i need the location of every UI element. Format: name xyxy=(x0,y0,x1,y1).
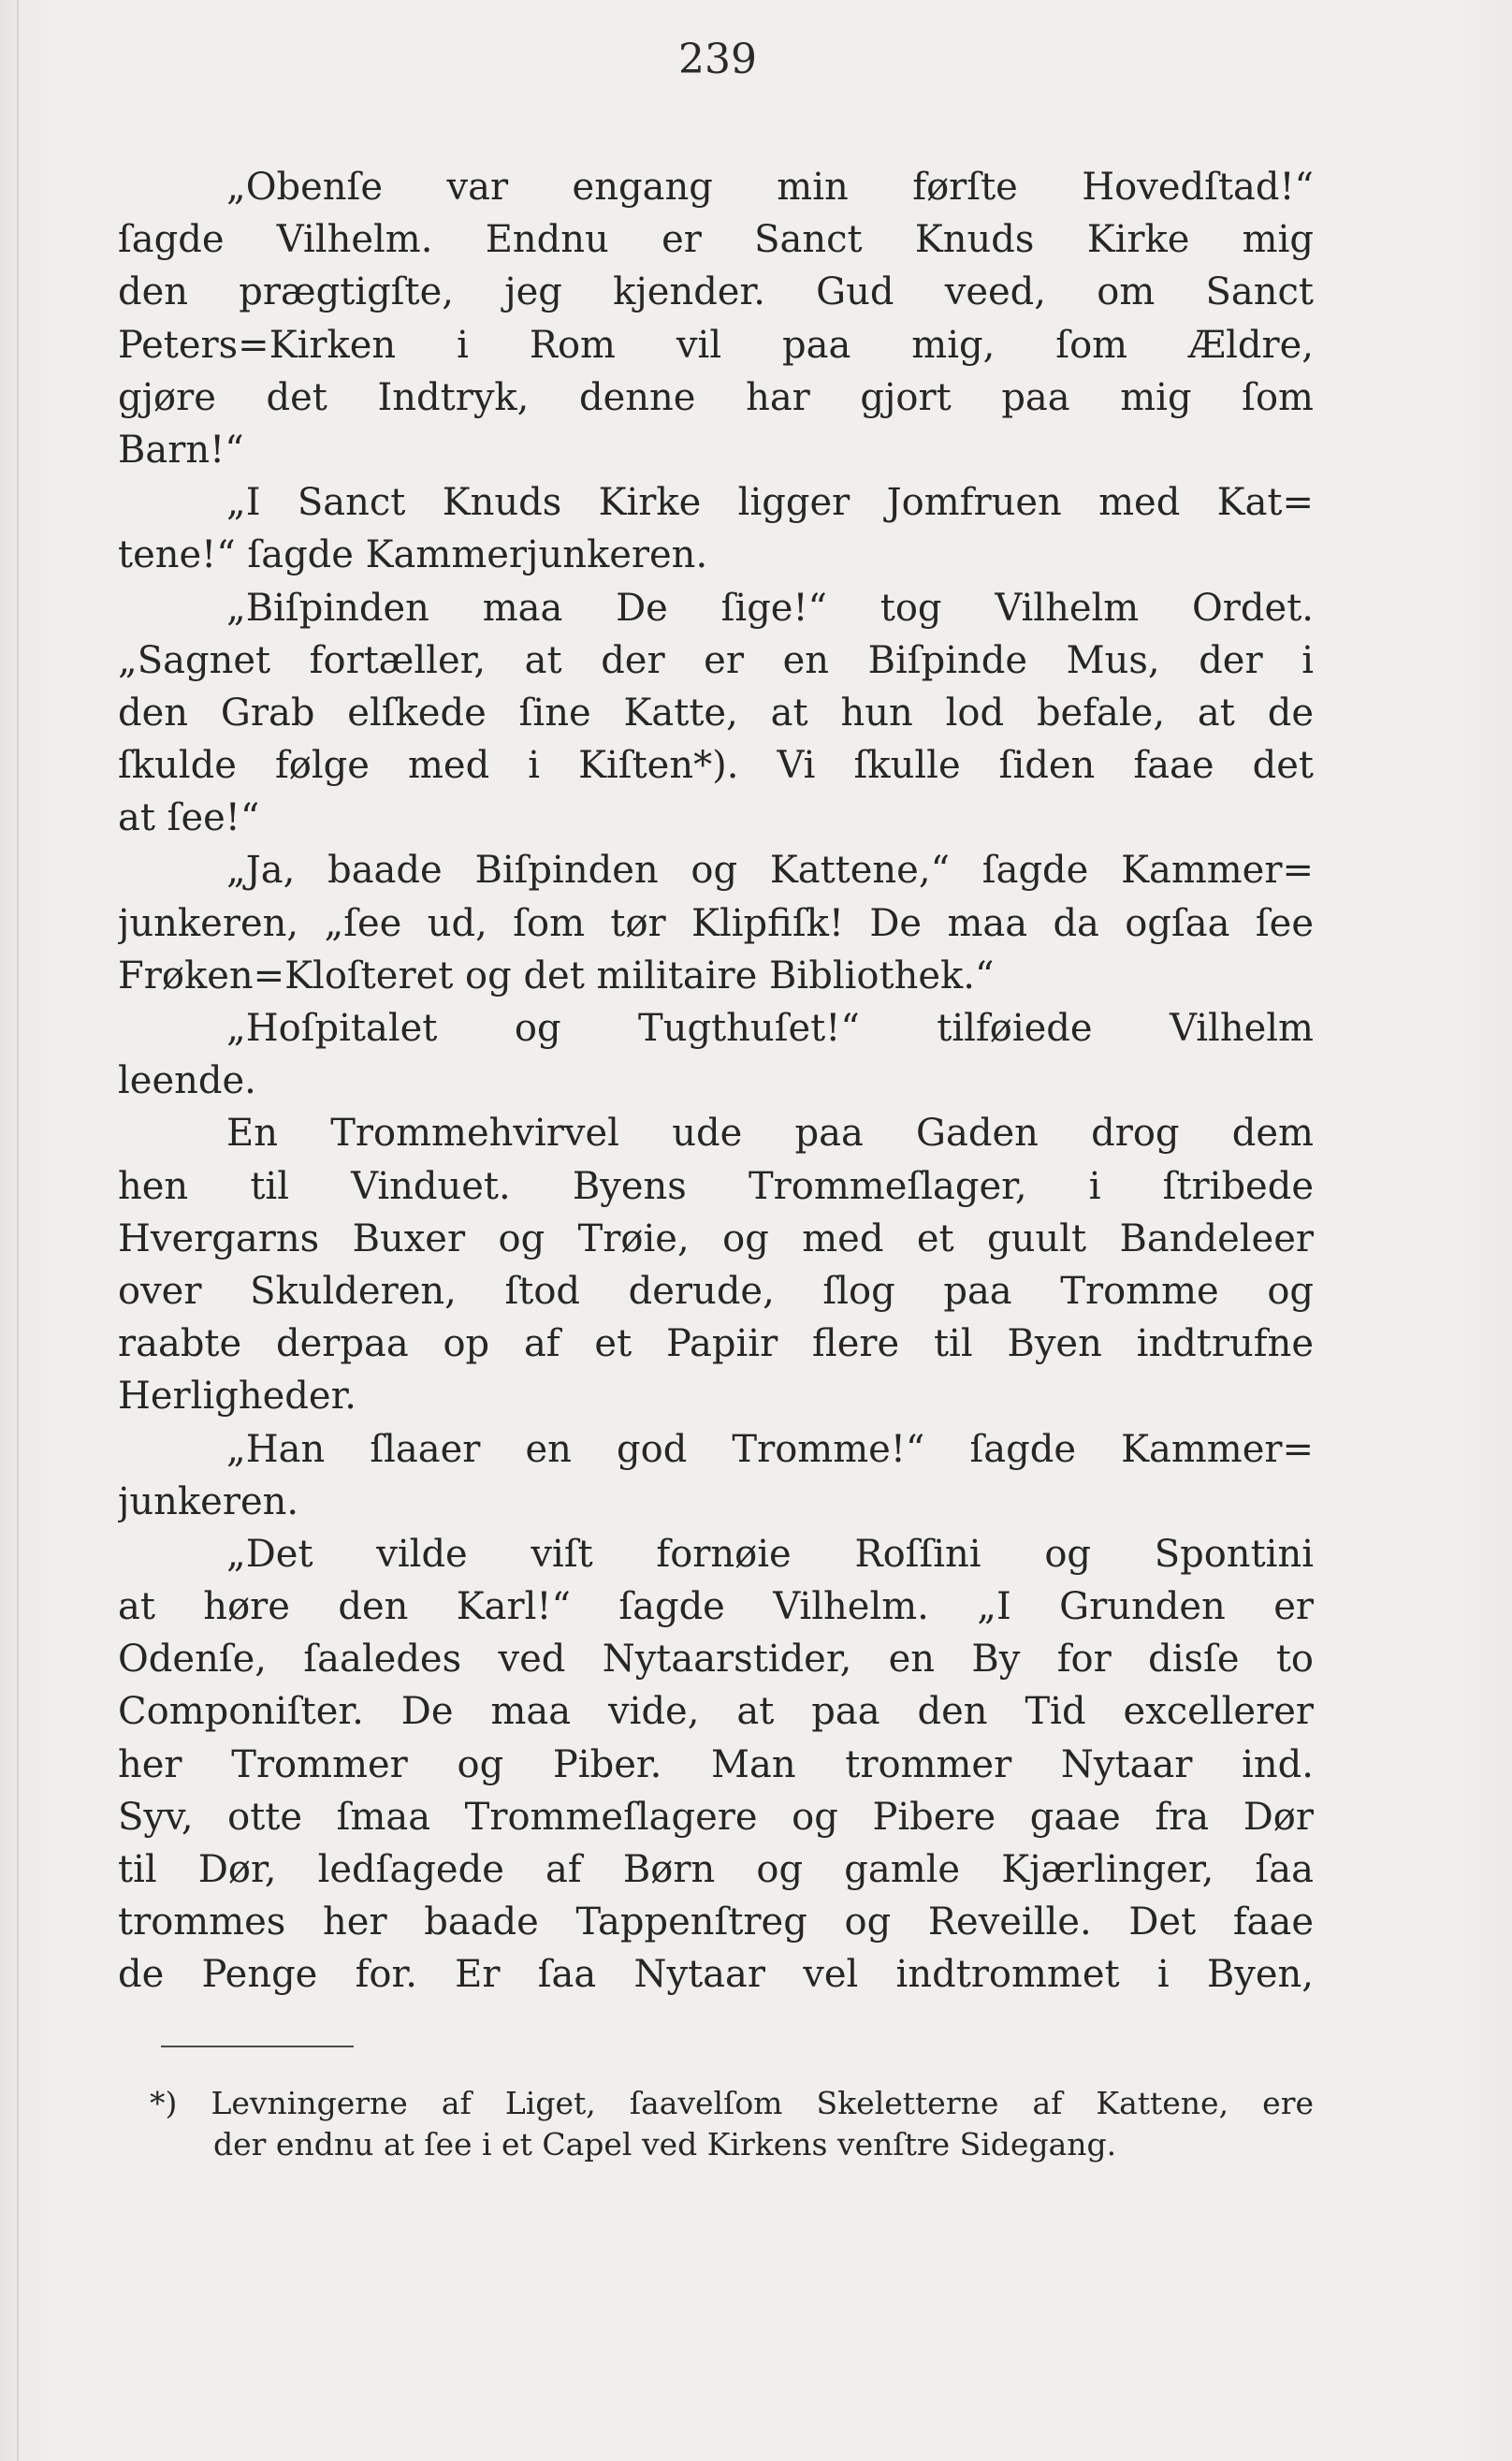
text-line: trommes her baade Tappenſtreg og Reveille. Det faae xyxy=(118,1900,1314,1944)
text-line: Odenſe, ſaaledes ved Nytaarstider, en By for disſe to xyxy=(118,1638,1314,1682)
text-line: „I Sanct Knuds Kirke ligger Jomfruen med Kat= xyxy=(226,481,1314,525)
text-line: Herligheder. xyxy=(118,1375,357,1419)
text-line: leende. xyxy=(118,1059,256,1103)
text-line: de Penge for. Er ſaa Nytaar vel indtrommet i Byen, xyxy=(118,1953,1314,1997)
main-text-block xyxy=(118,161,1314,2002)
text-line: Barn!“ xyxy=(118,428,244,472)
text-line: til Dør, ledſagede af Børn og gamle Kjærlinger, ſaa xyxy=(118,1848,1314,1891)
text-line: den prægtigſte, jeg kjender. Gud veed, om Sanct xyxy=(118,270,1314,314)
page-number: 239 xyxy=(678,36,757,83)
text-line: En Trommehvirvel ude paa Gaden drog dem xyxy=(226,1112,1314,1156)
text-line: „Han ſlaaer en god Tromme!“ ſagde Kammer= xyxy=(226,1427,1314,1471)
text-line: her Trommer og Piber. Man trommer Nytaar ind. xyxy=(118,1742,1314,1786)
footnote-line: der endnu at ſee i et Capel ved Kirkens venſtre Sidegang. xyxy=(213,2126,1117,2162)
text-line: den Grab elſkede ſine Katte, at hun lod befale, at de xyxy=(118,691,1314,735)
text-line: Frøken=Kloſteret og det militaire Bibliothek.“ xyxy=(118,954,995,998)
text-line: at høre den Karl!“ ſagde Vilhelm. „I Grunden er xyxy=(118,1585,1314,1629)
text-line: Peters=Kirken i Rom vil paa mig, ſom Ældre, xyxy=(118,323,1314,367)
text-line: Syv, otte ſmaa Trommeſlagere og Pibere gaae fra Dør xyxy=(118,1795,1314,1839)
text-line: Componiſter. De maa vide, at paa den Tid excellerer xyxy=(118,1690,1314,1734)
text-line: „Det vilde viſt fornøie Roſſini og Spontini xyxy=(226,1532,1314,1576)
footnote xyxy=(150,2083,1314,2165)
footnote-divider xyxy=(161,2046,354,2047)
text-line: Hvergarns Buxer og Trøie, og med et guult Bandeleer xyxy=(118,1216,1314,1260)
footnote-line: *) Levningerne af Liget, ſaavelſom Skeletterne af Kattene, ere xyxy=(150,2085,1314,2121)
text-line: raabte derpaa op af et Papiir flere til Byen indtrufne xyxy=(118,1322,1314,1366)
text-line: gjøre det Indtryk, denne har gjort paa mig ſom xyxy=(118,375,1314,419)
page-gutter-shadow xyxy=(17,0,19,2461)
text-line: „Hoſpitalet og Tugthuſet!“ tilføiede Vilhelm xyxy=(226,1007,1314,1050)
text-line: „Biſpinden maa De ſige!“ tog Vilhelm Ordet. xyxy=(226,586,1314,630)
text-line: junkeren, „ſee ud, ſom tør Klipfiſk! De maa da ogſaa ſee xyxy=(118,901,1314,945)
text-line: ſagde Vilhelm. Endnu er Sanct Knuds Kirke mig xyxy=(118,218,1314,262)
text-line: „Obenſe var engang min førſte Hovedſtad!“ xyxy=(226,166,1314,209)
text-line: tene!“ ſagde Kammerjunkeren. xyxy=(118,533,708,577)
text-line: over Skulderen, ſtod derude, ſlog paa Tromme og xyxy=(118,1269,1314,1313)
text-line: junkeren. xyxy=(118,1479,299,1523)
text-line: „Sagnet fortæller, at der er en Biſpinde Mus, der i xyxy=(118,638,1314,682)
text-line: hen til Vinduet. Byens Trommeſlager, i ſtribede xyxy=(118,1164,1314,1208)
text-line: „Ja, baade Biſpinden og Kattene,“ ſagde Kammer= xyxy=(226,849,1314,893)
text-line: at ſee!“ xyxy=(118,796,260,840)
text-line: ſkulde følge med i Kiſten*). Vi ſkulle ſiden faae det xyxy=(118,744,1314,788)
